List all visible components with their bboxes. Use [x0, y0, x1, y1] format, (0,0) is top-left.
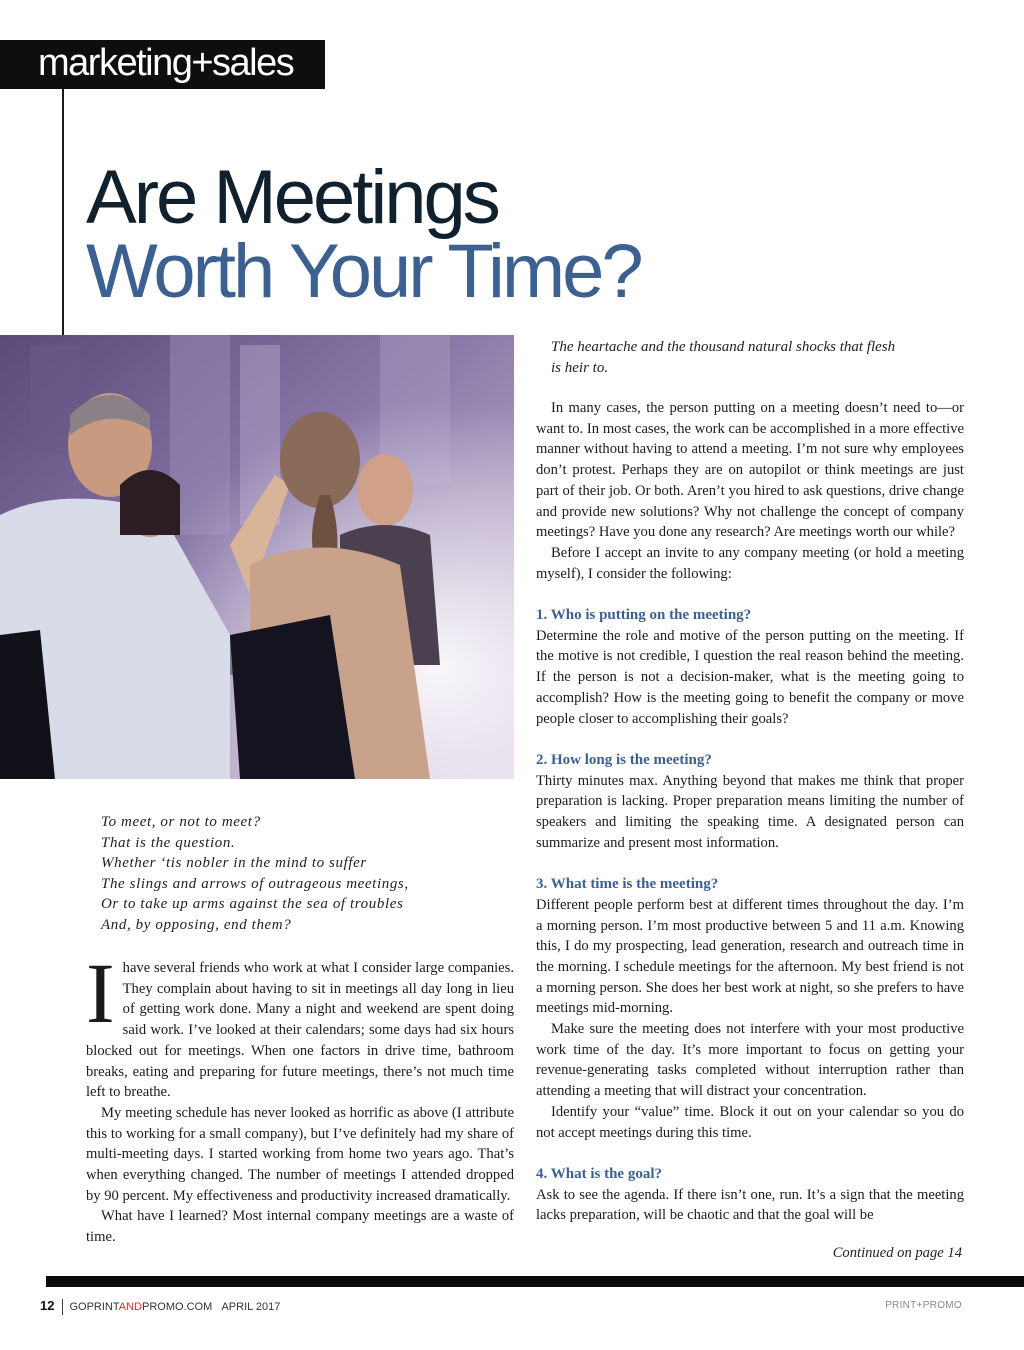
body-paragraph: What have I learned? Most internal company meetings are a waste of time.: [86, 1208, 514, 1246]
epigraph: [551, 337, 895, 379]
poem-line: And, by opposing, end them?: [101, 916, 292, 933]
body-paragraph: [86, 945, 514, 1103]
intro: [536, 398, 964, 584]
drop-cap: I: [86, 945, 115, 1041]
epigraph-line: The heartache and the thousand natural shocks that flesh: [551, 339, 896, 355]
headline-line-1: Are Meetings: [86, 155, 498, 240]
poem-line: To meet, or not to meet?: [101, 814, 261, 830]
body-paragraph: Identify your “value” time. Block it out on your calendar so you do not accept meetings during this time.: [536, 1103, 964, 1141]
page-number: 12: [40, 1298, 55, 1313]
meeting-photo: [0, 335, 514, 779]
magazine-name: PRINT+PROMO: [885, 1300, 962, 1311]
site-name: GOPRINTANDPROMO.COM: [69, 1301, 213, 1313]
continued-note: Continued on page 14: [832, 1245, 962, 1261]
poem-line: That is the question.: [101, 834, 236, 851]
body-paragraph: Different people perform best at different times throughout the day. I’m a morning person. I’m most productive between 5 and 11 a.m. Knowing this, I do my prospecting, lead generation, research and outreach time in the morning. I schedule meetings for the afternoon. My best friend is not a morning person. She does her best work at night, so she prefers to have meetings mid-morning.: [536, 896, 964, 1017]
body-paragraph: Determine the role and motive of the person putting on the meeting. If the motive is not credible, I question the real reason behind the meeting. If the person is not a decision-maker, what is the meeting going to accomplish? How is the meeting going to benefit the company or move people closer to accomplishing their goals?: [536, 627, 964, 727]
body-paragraph: Thirty minutes max. Anything beyond that makes me think that proper preparation is lacking. Proper preparation means limiting the number of speakers and limiting the speaking time. A designated person can summarize and present most information.: [536, 772, 964, 851]
footer: [40, 1298, 280, 1315]
footer-divider: [62, 1299, 63, 1315]
footer-rule: [46, 1276, 1024, 1287]
poem-line: The slings and arrows of outrageous meetings,: [101, 875, 409, 892]
section-tag: [0, 40, 325, 89]
body-paragraph: In many cases, the person putting on a meeting doesn’t need to—or want to. In most cases, the work can be accomplished in a more effective manner without having to attend a meeting. I’m not sure why employees don’t protest. Perhaps they are on autopilot or think meetings are just part of their job. Or both. Aren’t you hired to ask questions, drive change and provide new solutions? Why not challenge the concept of company meetings? Have you done any research? Are meetings worth our while?: [536, 400, 964, 541]
headline-line-2: Worth Your Time?: [86, 229, 641, 314]
left-column: [86, 945, 514, 1248]
body-paragraph: Make sure the meeting does not interfere with your most productive work time of the day. It’s more important to focus on getting your revenue-generating tasks completed without interruption rather than attending a meeting that will distract your concentration.: [536, 1021, 964, 1100]
section-heading: 1. Who is putting on the meeting?: [536, 607, 752, 624]
section-heading: 3. What time is the meeting?: [536, 876, 719, 893]
section-label: marketing+sales: [38, 42, 294, 84]
poem-line: Or to take up arms against the sea of troubles: [101, 896, 404, 913]
paragraph-text: have several friends who work at what I consider large companies. They complain about having to sit in meetings all day long in lieu of getting work done. Many a night and weekend are spent doing said work. I’ve looked at their calendars; some days had six hours blocked out for meetings. When one factors in drive time, bathroom breaks, eating and preparing for future meetings, there’s not much time left to breathe.: [86, 960, 514, 1101]
body-paragraph: Before I accept an invite to any company meeting (or hold a meeting myself), I consider the following:: [536, 544, 964, 582]
section-heading: 2. How long is the meeting?: [536, 751, 712, 768]
poem-excerpt: [101, 812, 501, 936]
epigraph-line: is heir to.: [551, 360, 609, 376]
section-heading: 4. What is the goal?: [536, 1165, 662, 1182]
issue-date: APRIL 2017: [221, 1301, 281, 1313]
poem-line: Whether ‘tis nobler in the mind to suffer: [101, 855, 367, 872]
section-rule: [62, 89, 64, 335]
body-paragraph: Ask to see the agenda. If there isn’t one, run. It’s a sign that the meeting lacks preparation, will be chaotic and that the goal will be: [536, 1186, 964, 1224]
body-paragraph: My meeting schedule has never looked as horrific as above (I attribute this to working for a small company), but I’ve definitely had my share of multi-meeting days. I started working from home two years ago. That’s when everything changed. The number of meetings I attended dropped by 90 percent. My effectiveness and productivity increased dramatically.: [86, 1104, 514, 1204]
right-column: [536, 398, 964, 1226]
